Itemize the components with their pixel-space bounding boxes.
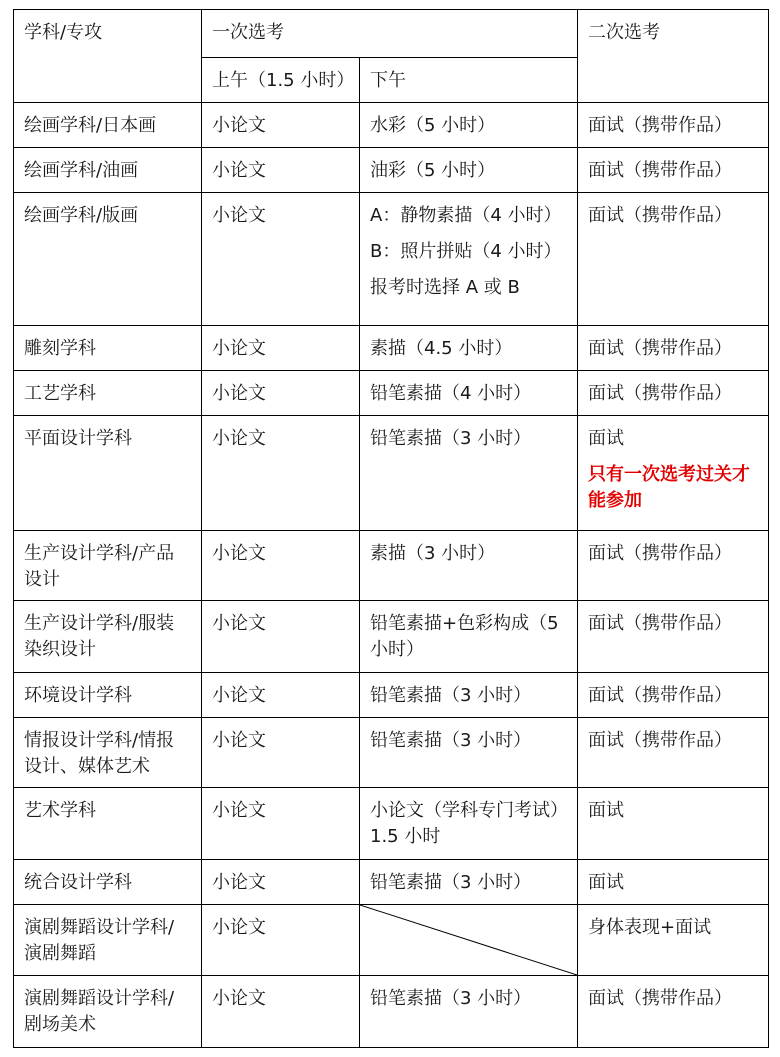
cell-am: 小论文 [202, 416, 360, 531]
cell-second: 面试 [578, 860, 769, 905]
cell-am: 小论文 [202, 860, 360, 905]
cell-second: 面试（携带作品） [578, 718, 769, 788]
cell-am: 小论文 [202, 531, 360, 601]
cell-pm [360, 193, 578, 326]
cell-pm: 铅笔素描（3 小时） [360, 416, 578, 531]
cell-am: 小论文 [202, 371, 360, 416]
cell-subject: 情报设计学科/情报设计、媒体艺术 [14, 718, 202, 788]
cell-second: 身体表现+面试 [578, 905, 769, 976]
cell-pm: 铅笔素描（4 小时） [360, 371, 578, 416]
diagonal-slash [360, 905, 577, 975]
cell-second: 面试（携带作品） [578, 148, 769, 193]
cell-second: 面试（携带作品） [578, 326, 769, 371]
cell-subject: 绘画学科/版画 [14, 193, 202, 326]
cell-pm: 铅笔素描+色彩构成（5 小时） [360, 601, 578, 673]
header-row [14, 10, 769, 58]
table-row [14, 371, 769, 416]
cell-pm: 铅笔素描（3 小时） [360, 976, 578, 1048]
table-row [14, 673, 769, 718]
cell-pm: 油彩（5 小时） [360, 148, 578, 193]
cell-am: 小论文 [202, 718, 360, 788]
cell-am: 小论文 [202, 905, 360, 976]
cell-subject: 演剧舞蹈设计学科/演剧舞蹈 [14, 905, 202, 976]
option-b: B：照片拼贴（4 小时） [370, 241, 562, 262]
cell-subject: 演剧舞蹈设计学科/剧场美术 [14, 976, 202, 1048]
cell-am: 小论文 [202, 148, 360, 193]
cell-subject: 统合设计学科 [14, 860, 202, 905]
table-row [14, 788, 769, 860]
cell-am: 小论文 [202, 601, 360, 673]
cell-second [578, 416, 769, 531]
header-first-exam: 一次选考 [202, 10, 578, 58]
exam-table [13, 9, 769, 1048]
cell-am: 小论文 [202, 103, 360, 148]
cell-subject: 绘画学科/油画 [14, 148, 202, 193]
cell-am: 小论文 [202, 326, 360, 371]
cell-pm: 铅笔素描（3 小时） [360, 718, 578, 788]
table-row [14, 148, 769, 193]
cell-second: 面试（携带作品） [578, 673, 769, 718]
cell-subject: 绘画学科/日本画 [14, 103, 202, 148]
option-note: 报考时选择 A 或 B [370, 277, 520, 298]
table-row [14, 860, 769, 905]
cell-pm: 铅笔素描（3 小时） [360, 860, 578, 905]
cell-second: 面试（携带作品） [578, 103, 769, 148]
cell-second: 面试 [578, 788, 769, 860]
cell-second: 面试（携带作品） [578, 193, 769, 326]
header-am: 上午（1.5 小时） [202, 58, 360, 103]
cell-am: 小论文 [202, 673, 360, 718]
cell-subject: 生产设计学科/服装染织设计 [14, 601, 202, 673]
cell-pm: 铅笔素描（3 小时） [360, 673, 578, 718]
table-row [14, 976, 769, 1048]
header-subject: 学科/专攻 [14, 10, 202, 103]
cell-second: 面试（携带作品） [578, 601, 769, 673]
cell-second: 面试（携带作品） [578, 976, 769, 1048]
option-a: A：静物素描（4 小时） [370, 205, 562, 226]
table-row [14, 601, 769, 673]
cell-pm: 素描（3 小时） [360, 531, 578, 601]
table-row [14, 193, 769, 326]
cell-second: 面试（携带作品） [578, 531, 769, 601]
cell-subject: 环境设计学科 [14, 673, 202, 718]
cell-subject: 生产设计学科/产品设计 [14, 531, 202, 601]
table-row [14, 905, 769, 976]
header-pm: 下午 [360, 58, 578, 103]
cell-subject: 工艺学科 [14, 371, 202, 416]
red-note: 只有一次选考过关才能参加 [588, 464, 750, 511]
cell-subject: 艺术学科 [14, 788, 202, 860]
cell-subject: 平面设计学科 [14, 416, 202, 531]
cell-pm: 小论文（学科专门考试）1.5 小时 [360, 788, 578, 860]
cell-am: 小论文 [202, 976, 360, 1048]
interview-label: 面试 [588, 428, 624, 449]
table-row [14, 326, 769, 371]
table-row [14, 103, 769, 148]
cell-pm: 素描（4.5 小时） [360, 326, 578, 371]
table-row [14, 718, 769, 788]
table-row [14, 531, 769, 601]
cell-pm-empty [360, 905, 578, 976]
cell-am: 小论文 [202, 788, 360, 860]
header-second-exam: 二次选考 [578, 10, 769, 103]
cell-pm: 水彩（5 小时） [360, 103, 578, 148]
table-row [14, 416, 769, 531]
cell-am: 小论文 [202, 193, 360, 326]
cell-second: 面试（携带作品） [578, 371, 769, 416]
cell-subject: 雕刻学科 [14, 326, 202, 371]
